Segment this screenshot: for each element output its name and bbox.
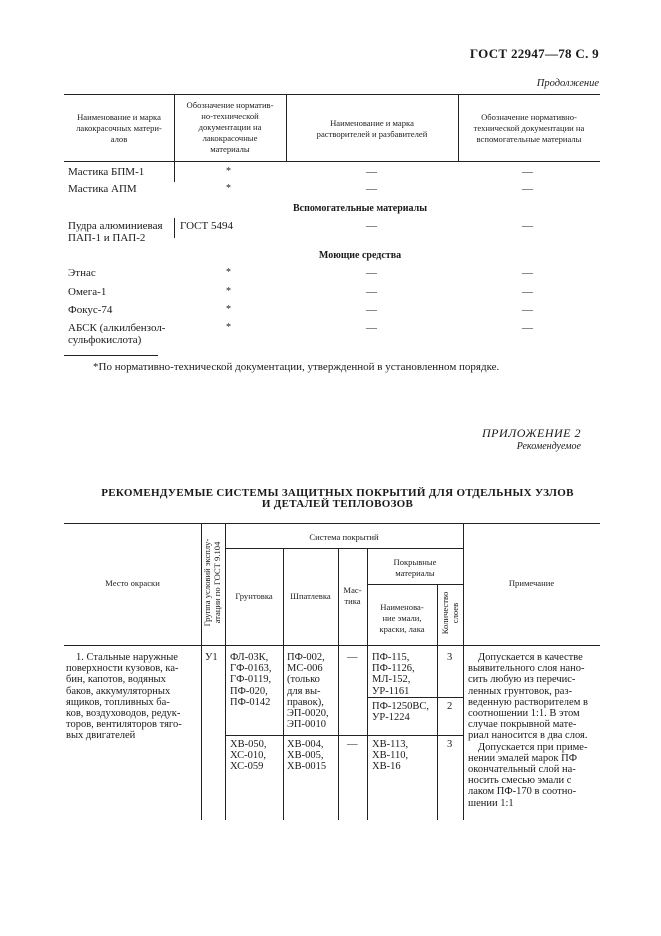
table1-row-solvent: — <box>366 286 377 298</box>
table2-header-top-materials: Покрывные материалы <box>393 557 437 578</box>
table2-header-rule <box>64 645 600 646</box>
footnote-rule <box>64 355 158 356</box>
table1-row-name: Фокус-74 <box>68 304 113 316</box>
table1-row-aux-doc: — <box>522 220 533 232</box>
table1-header-name: Наименование и марка лакокрасочных матери- алов <box>76 112 162 144</box>
table2-enamel-cell: ХВ-113, ХВ-110, ХВ-16 <box>372 739 409 773</box>
table2-primer-cell: ХВ-050, ХС-010, ХС-059 <box>230 739 267 773</box>
table2-header-mastic: Мас- тика <box>343 585 362 606</box>
table1-row-name: Пудра алюминиевая ПАП-1 и ПАП-2 <box>68 220 163 244</box>
table2-place-cell: 1. Стальные наружные поверхности кузовов, ка- бин, капотов, водяных баков, аккумуляторных ящиков, топливных ба- ков, воздуховодов, редук- торов, вентиляторов тяго- вых двигателей <box>66 652 182 742</box>
table2-header-primer: Грунтовка <box>235 591 273 601</box>
table2-subrow-rule <box>367 697 463 698</box>
table1-row-aux-doc: — <box>522 322 533 334</box>
table2-col-divider <box>463 523 464 820</box>
table2-subrow-rule <box>225 735 463 736</box>
table1-row-doc: * <box>226 267 231 278</box>
table1-header-aux-doc: Обозначение нормативно- технической документации на вспомогательные материалы <box>473 112 585 144</box>
appendix-title: РЕКОМЕНДУЕМЫЕ СИСТЕМЫ ЗАЩИТНЫХ ПОКРЫТИЙ ДЛЯ ОТДЕЛЬНЫХ УЗЛОВ И ДЕТАЛЕЙ ТЕПЛОВОЗОВ <box>101 487 574 510</box>
table2-notes-cell: Допускается в качестве выявительного слоя нано- сить любую из перечис- ленных грунтовок, раз- веденную растворителем в соотношении 1:1. В этом случае покрывной мате- риал наносится в два слоя. Допускается при приме- нении эмалей марок ПФ окончательный слой на- носить смесью эмали с лаком ПФ-170 в соотно- шении 1:1 <box>468 652 588 809</box>
table2-header-place: Место окраски <box>105 578 160 588</box>
table2-col-divider <box>283 548 284 820</box>
table1-row-aux-doc: — <box>522 183 533 195</box>
table1-row-doc: * <box>226 322 231 333</box>
table1-top-rule <box>64 94 600 95</box>
table2-layers-cell: 2 <box>447 701 453 712</box>
table1-row-name: Мастика БПМ-1 <box>68 166 145 178</box>
table1-row-name: Этнас <box>68 267 96 279</box>
table1-row-name: АБСК (алкилбензол- сульфокислота) <box>68 322 166 346</box>
table2-mastic-cell: — <box>347 739 358 750</box>
table1-row-name: Омега-1 <box>68 286 107 298</box>
table2-system-rule <box>225 548 463 549</box>
table1-col-divider <box>174 218 175 238</box>
table1-row-aux-doc: — <box>522 304 533 316</box>
table2-col-divider <box>437 584 438 820</box>
table2-mastic-cell: — <box>347 652 358 663</box>
table2-enamel-cell: ПФ-115, ПФ-1126, МЛ-152, УР-1161 <box>372 652 415 697</box>
table2-enamel-cell: ПФ-1250ВС, УР-1224 <box>372 701 430 724</box>
table1-row-name: Мастика АПМ <box>68 183 137 195</box>
table1-row-solvent: — <box>366 183 377 195</box>
table2-layers-cell: 3 <box>447 652 453 663</box>
table1-row-doc: ГОСТ 5494 <box>180 220 233 232</box>
table2-header-notes: Примечание <box>508 578 555 588</box>
table1-row-solvent: — <box>366 322 377 334</box>
footnote: *По нормативно-технической документации, утвержденной в установленном порядке. <box>93 361 500 373</box>
table2-putty-cell: ПФ-002, МС-006 (только для вы- правок), ЭП-0020, ЭП-0010 <box>287 652 329 731</box>
table2-header-group: Группа условий эксплу- атации по ГОСТ 9.104 <box>202 538 222 627</box>
table2-header-layers: Количество слоев <box>440 591 460 635</box>
appendix-label: ПРИЛОЖЕНИЕ 2 <box>482 426 581 440</box>
table1-row-aux-doc: — <box>522 267 533 279</box>
section-heading: Вспомогательные материалы <box>292 203 428 214</box>
table1-row-solvent: — <box>366 304 377 316</box>
table2-top-materials-rule <box>367 584 463 585</box>
table1-row-aux-doc: — <box>522 286 533 298</box>
appendix-status: Рекомендуемое <box>516 441 581 452</box>
table1-row-solvent: — <box>366 267 377 279</box>
continuation-label: Продолжение <box>536 78 599 89</box>
table1-row-doc: * <box>226 183 231 194</box>
table1-row-aux-doc: — <box>522 166 533 178</box>
table1-header-rule <box>64 161 600 162</box>
table2-group-cell: У1 <box>205 652 218 663</box>
table2-header-system: Система покрытий <box>309 532 379 542</box>
section-heading: Моющие средства <box>318 250 402 261</box>
table2-primer-cell: ФЛ-03К, ГФ-0163, ГФ-0119, ПФ-020, ПФ-0142 <box>230 652 272 708</box>
table2-col-divider <box>367 548 368 820</box>
table1-row-doc: * <box>226 166 231 177</box>
table2-header-enamel: Наименова- ние эмали, краски, лака <box>379 602 425 634</box>
table1-row-solvent: — <box>366 220 377 232</box>
table1-row-doc: * <box>226 304 231 315</box>
table2-layers-cell: 3 <box>447 739 453 750</box>
page-header: ГОСТ 22947—78 С. 9 <box>469 46 599 61</box>
table1-header-doc: Обозначение норматив- но-технической документации на лакокрасочные материалы <box>186 100 274 154</box>
table1-row-doc: * <box>226 286 231 297</box>
table2-top-rule <box>64 523 600 524</box>
table1-header-solvent: Наименование и марка растворителей и разбавителей <box>316 118 428 139</box>
table2-col-divider <box>225 523 226 820</box>
table2-putty-cell: ХВ-004, ХВ-005, ХВ-0015 <box>287 739 327 773</box>
table2-header-putty: Шпатлевка <box>290 591 331 601</box>
table1-row-solvent: — <box>366 166 377 178</box>
